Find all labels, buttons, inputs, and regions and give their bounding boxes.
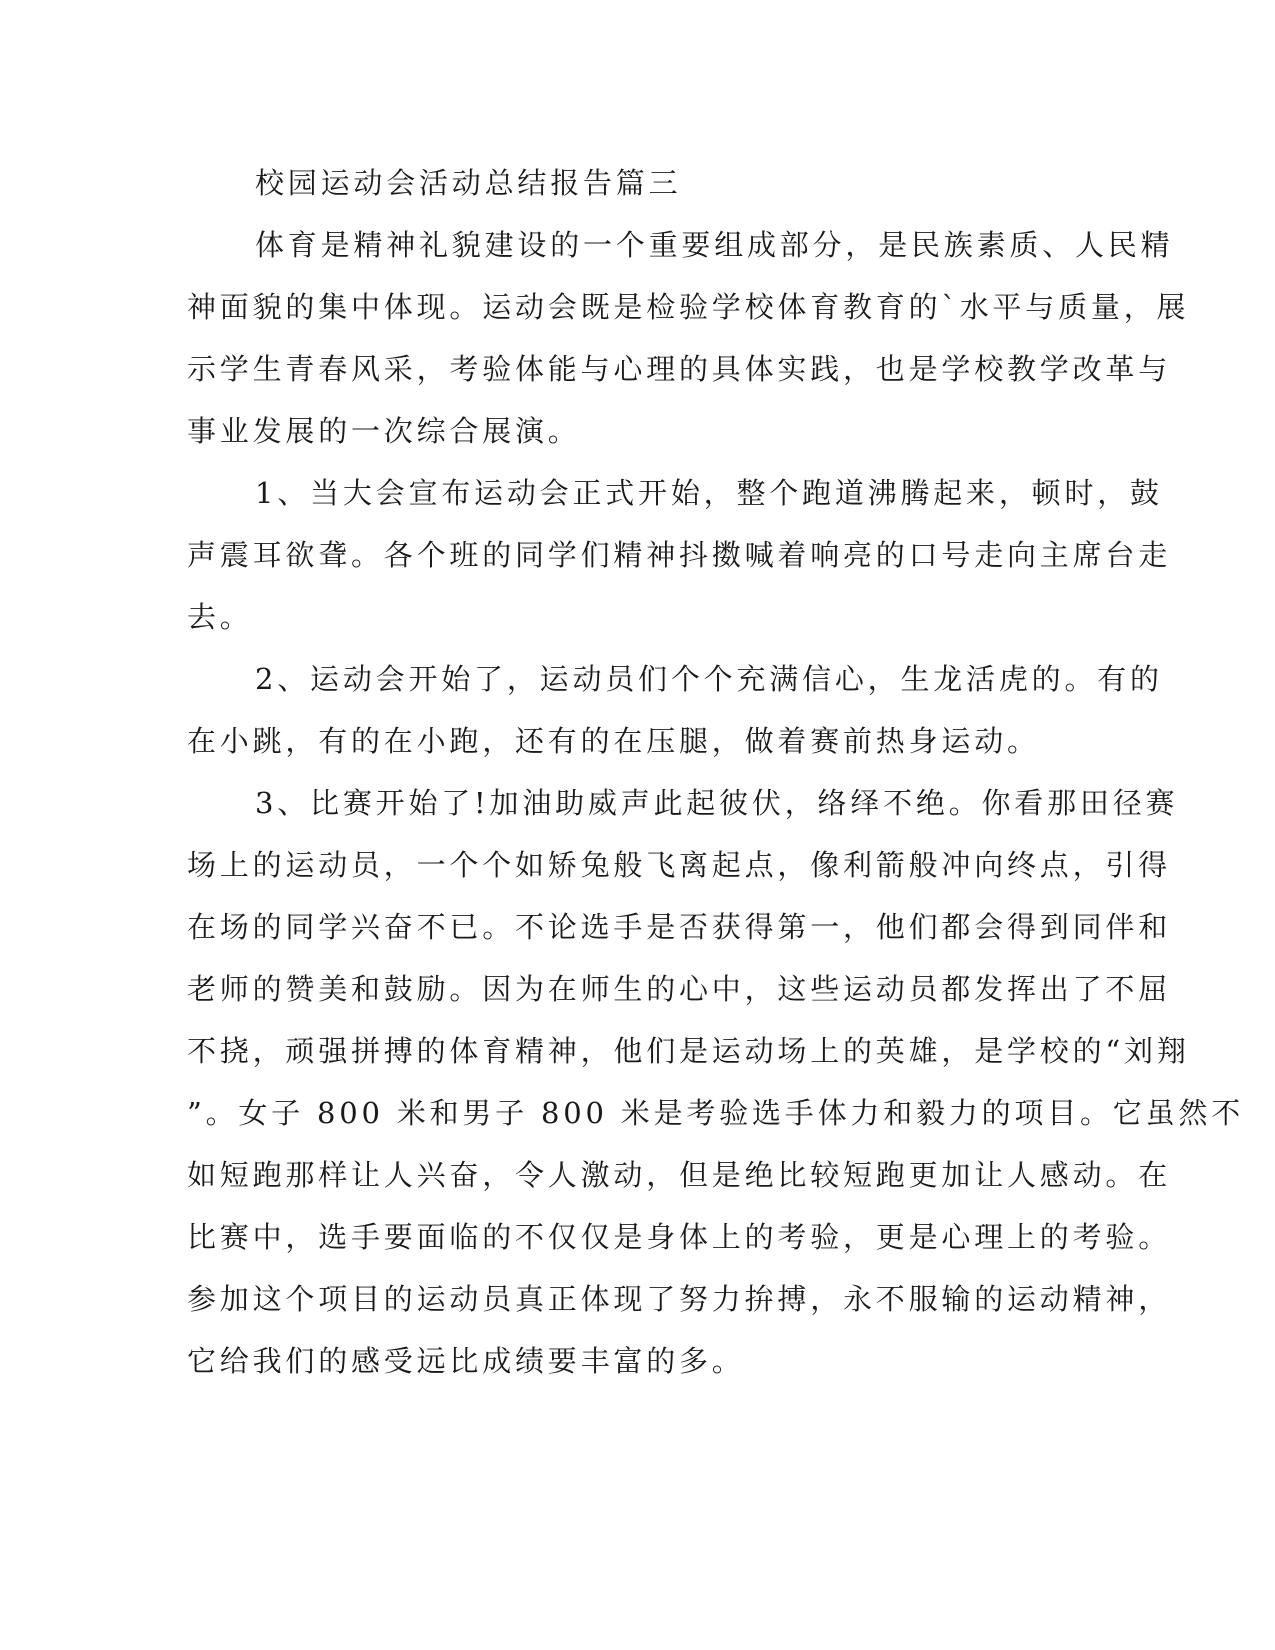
paragraph-4-line-6: ”。女子 800 米和男子 800 米是考验选手体力和毅力的项目。它虽然不 — [187, 1096, 1245, 1130]
paragraph-4-line-7: 如短跑那样让人兴奋，令人激动，但是绝比较短跑更加让人感动。在 — [187, 1158, 1172, 1192]
paragraph-3-line-1: 2、运动会开始了，运动员们个个充满信心，生龙活虎的。有的 — [255, 662, 1163, 696]
paragraph-4-line-9: 参加这个项目的运动员真正体现了努力拚搏，永不服输的运动精神， — [187, 1282, 1172, 1316]
document-text — [187, 152, 1245, 1392]
paragraph-2-line-1: 1、当大会宣布运动会正式开始，整个跑道沸腾起来，顿时，鼓 — [255, 476, 1163, 510]
paragraph-1-line-4: 事业发展的一次综合展演。 — [187, 414, 581, 448]
paragraph-4-line-1: 3、比赛开始了!加油助威声此起彼伏，络绎不绝。你看那田径赛 — [255, 786, 1179, 820]
paragraph-2-line-3: 去。 — [187, 600, 253, 634]
paragraph-4-line-5: 不挠，顽强拼搏的体育精神，他们是运动场上的英雄，是学校的“刘翔 — [187, 1034, 1190, 1068]
document-title: 校园运动会活动总结报告篇三 — [255, 166, 682, 200]
paragraph-1-line-2: 神面貌的集中体现。运动会既是检验学校体育教育的`水平与质量，展 — [187, 290, 1190, 324]
paragraph-2-line-2: 声震耳欲聋。各个班的同学们精神抖擞喊着响亮的口号走向主席台走 — [187, 538, 1172, 572]
paragraph-4-line-10: 它给我们的感受远比成绩要丰富的多。 — [187, 1344, 745, 1378]
paragraph-3-line-2: 在小跳，有的在小跑，还有的在压腿，做着赛前热身运动。 — [187, 724, 1040, 758]
paragraph-4-line-2: 场上的运动员，一个个如矫兔般飞离起点，像利箭般冲向终点，引得 — [187, 848, 1172, 882]
paragraph-4-line-8: 比赛中，选手要面临的不仅仅是身体上的考验，更是心理上的考验。 — [187, 1220, 1172, 1254]
paragraph-1-line-3: 示学生青春风采，考验体能与心理的具体实践，也是学校教学改革与 — [187, 352, 1172, 386]
paragraph-4-line-4: 老师的赞美和鼓励。因为在师生的心中，这些运动员都发挥出了不屈 — [187, 972, 1172, 1006]
paragraph-4-line-3: 在场的同学兴奋不已。不论选手是否获得第一，他们都会得到同伴和 — [187, 910, 1172, 944]
paragraph-1-line-1: 体育是精神礼貌建设的一个重要组成部分，是民族素质、人民精 — [255, 228, 1174, 262]
